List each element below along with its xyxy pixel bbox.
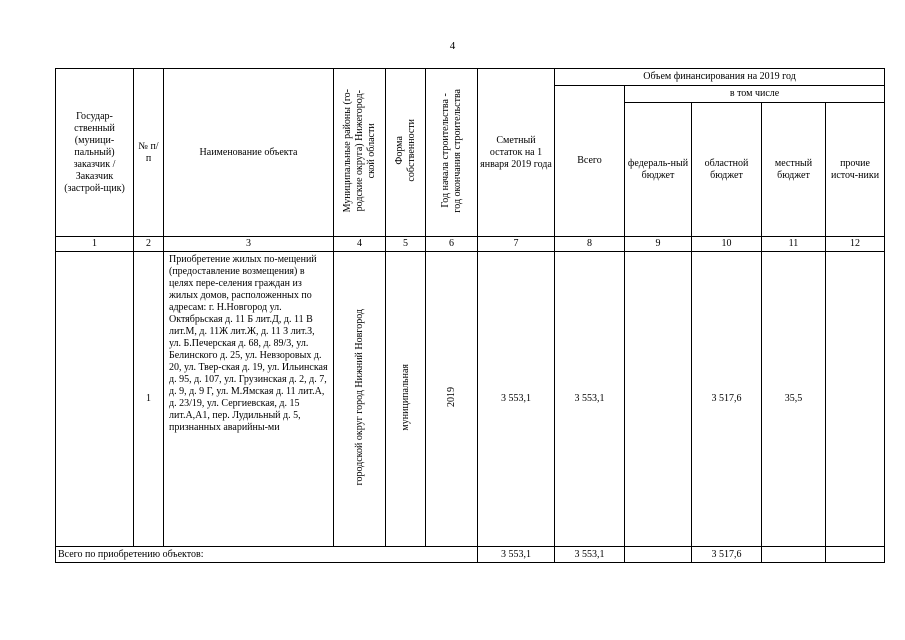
header-districts-line2: родские округа) Нижегород- [353, 89, 365, 212]
row-customer [56, 252, 134, 547]
header-regional: областной бюджет [692, 103, 762, 237]
header-years-line1: Год начала строительства - [439, 93, 451, 208]
column-number: 6 [426, 237, 478, 252]
column-number: 1 [56, 237, 134, 252]
total-other [826, 547, 885, 563]
row-total: 3 553,1 [555, 252, 625, 547]
total-regional: 3 517,6 [692, 547, 762, 563]
column-number: 7 [478, 237, 555, 252]
header-number: № п/п [134, 69, 164, 237]
header-ownership [386, 69, 426, 237]
column-number: 8 [555, 237, 625, 252]
page-number: 4 [449, 40, 456, 52]
header-other: прочие источ-ники [826, 103, 885, 237]
row-ownership: муниципальная [399, 363, 411, 431]
header-districts-line3: ской области [365, 122, 377, 179]
row-federal [625, 252, 692, 547]
header-including: в том числе [625, 86, 885, 103]
row-years: 2019 [445, 387, 457, 407]
total-federal [625, 547, 692, 563]
total-row [56, 547, 885, 563]
column-number: 4 [334, 237, 386, 252]
column-number: 12 [826, 237, 885, 252]
header-estimated-balance: Сметный остаток на 1 января 2019 года [478, 69, 555, 237]
row-ownership-cell [386, 252, 426, 547]
row-object-name: Приобретение жилых по-мещений (предоставление возмещения) в целях пере-селения граждан из жилых домов, расположенных по адресам: г. Н.Новгород ул. Октябрьская д. 11 Б лит.Д, д. 11 В лит.М, д. 11Ж лит.Ж, д. 11 З лит.З, ул. Б.Печерская д. 68, д. 89/3, ул. Белинского д. 25, ул. Невзоровых д. 20, ул. Твер-ская д. 19, ул. Ильинская д. 95, д. 107, ул. Грузинская д. 2, д. 7, д. 9, д. 9 Г, ул. М.Ямская д. 11 лит.А, д. 23/19, ул. Сергиевская, д. 15 лит.А,А1, пер. Лудильный д. 5, признанных аварийны-ми [164, 252, 334, 547]
header-object-name: Наименование объекта [164, 69, 334, 237]
header-local: местный бюджет [762, 103, 826, 237]
header-federal: федераль-ный бюджет [625, 103, 692, 237]
total-total: 3 553,1 [555, 547, 625, 563]
table-row [56, 252, 885, 547]
row-local: 35,5 [762, 252, 826, 547]
column-number: 10 [692, 237, 762, 252]
total-local [762, 547, 826, 563]
header-funding-volume: Объем финансирования на 2019 год [555, 69, 885, 86]
header-years [426, 69, 478, 237]
header-ownership-line2: собственности [405, 119, 417, 182]
column-number: 9 [625, 237, 692, 252]
column-number: 5 [386, 237, 426, 252]
row-number: 1 [134, 252, 164, 547]
column-number: 11 [762, 237, 826, 252]
row-other [826, 252, 885, 547]
header-years-line2: год окончания строительства [451, 88, 463, 213]
column-number: 3 [164, 237, 334, 252]
row-regional: 3 517,6 [692, 252, 762, 547]
total-label: Всего по приобретению объектов: [56, 547, 478, 563]
header-districts-line1: Муниципальные районы (го- [341, 88, 353, 213]
row-estimated-balance: 3 553,1 [478, 252, 555, 547]
column-number-row [56, 237, 885, 252]
header-ownership-line1: Форма [393, 136, 405, 165]
financing-table [55, 68, 885, 563]
row-district: городской округ город Нижний Новгород [353, 308, 365, 486]
row-years-cell [426, 252, 478, 547]
header-customer: Государ-ственный (муници-пальный) заказчик / Заказчик (застрой-щик) [56, 69, 134, 237]
header-total: Всего [555, 86, 625, 237]
header-districts [334, 69, 386, 237]
column-number: 2 [134, 237, 164, 252]
row-district-cell [334, 252, 386, 547]
total-estimated-balance: 3 553,1 [478, 547, 555, 563]
